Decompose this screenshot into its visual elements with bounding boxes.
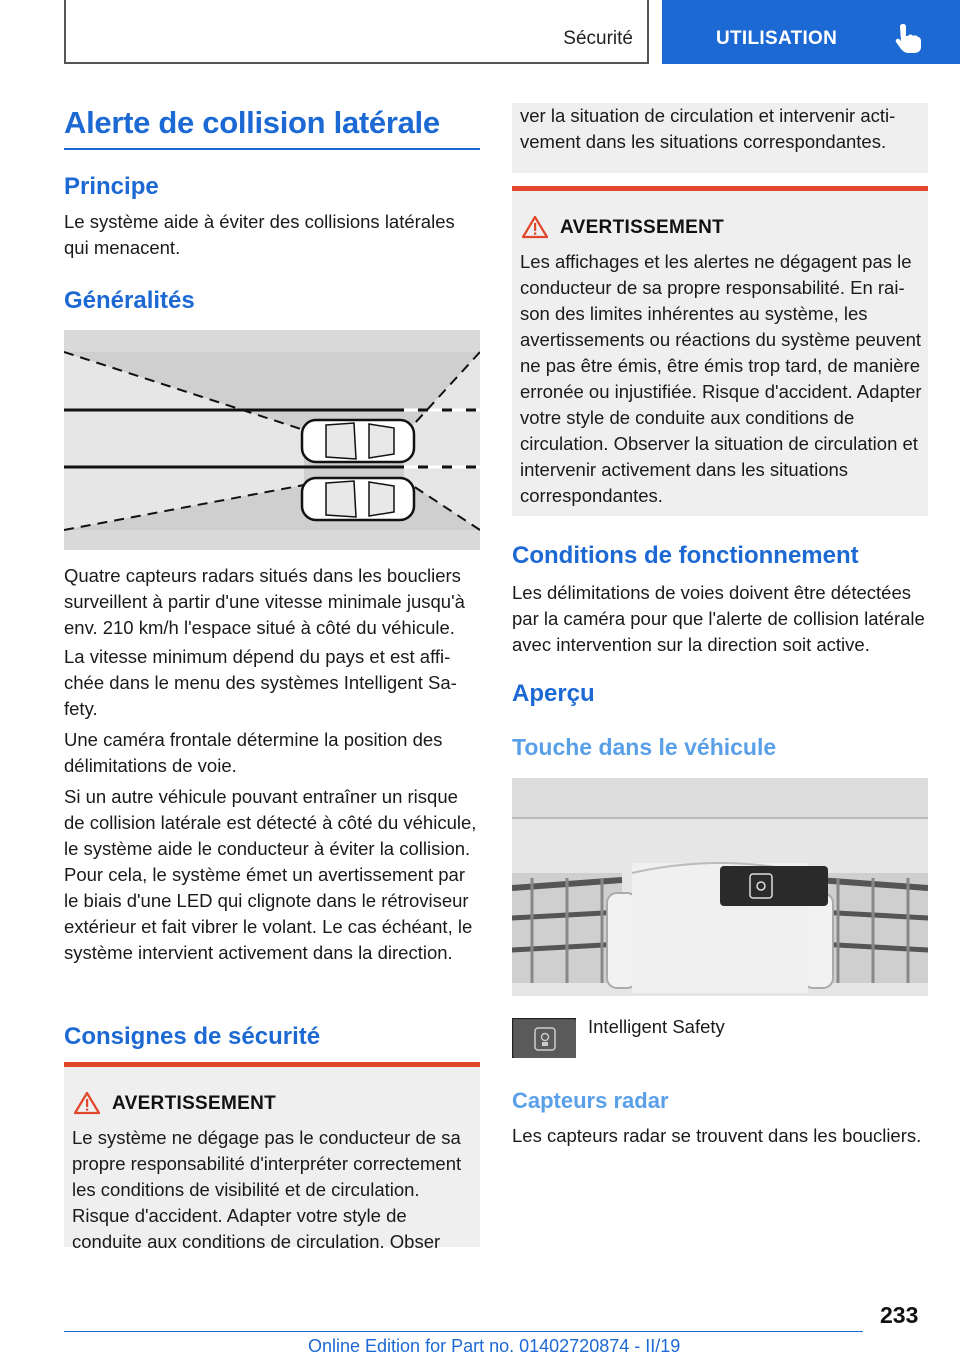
car-bottom-icon <box>302 478 414 520</box>
header-section-tab <box>64 0 649 64</box>
warning-2-text: Les affichages et les alertes ne dégagent pas le conducteur de sa propre responsabilité. En raison des limites inhérentes au système, les avertissements ou réactions du système peuvent ne pas être émis, être émis trop tard, de manière erronée ou injustifiée. Risque d'accident. Adapter votre style de conduite aux conditions de circulation. Observer la situation de circulation et intervenir activement dans les situations correspondantes. <box>520 251 922 506</box>
heading-conditions: Conditions de fonctionnement <box>512 542 859 569</box>
heading-capteurs: Capteurs radar <box>512 1088 669 1113</box>
heading-touche: Touche dans le véhicule <box>512 734 777 760</box>
conditions-text: Les délimitations de voies doivent être détectées par la caméra pour que l'alerte de collision latérale avec intervention sur la direction soit active. <box>512 582 925 655</box>
capteurs-text: Les capteurs radar se trouvent dans les boucliers. <box>512 1125 922 1146</box>
paragraph-intervention: Si un autre véhicule pouvant entraîner un risque de collision latérale est détecté à côté du véhicule, le système aide le conducteur à éviter la collision. Pour cela, le système émet un avertissement par le biais d'une LED qui clignote dans le rétroviseur extérieur et fait vibrer le volant. Le cas échéant, le système intervient activement dans la direction. <box>64 786 477 963</box>
warning-1-text: Le système ne dégage pas le conducteur de sa propre responsabilité d'interpréter correctement les conditions de visibilité et de circulation. Risque d'accident. Adapter votre style de conduite aux conditions de circulation. Obser <box>72 1127 462 1252</box>
footer-rule <box>64 1331 863 1332</box>
warning-triangle-icon <box>74 1091 100 1115</box>
road-diagram <box>64 330 480 550</box>
paragraph-min-speed: La vitesse minimum dépend du pays et est affichée dans le menu des systèmes Intelligent Safety. <box>64 646 457 719</box>
header-section-label: Sécurité <box>563 28 633 49</box>
principe-text: Le système aide à éviter des collisions latérales qui menacent. <box>64 211 455 258</box>
title-rule <box>64 148 480 150</box>
pointing-hand-icon <box>894 22 922 54</box>
heading-apercu: Aperçu <box>512 680 595 707</box>
paragraph-sensors: Quatre capteurs radars situés dans les boucliers surveillent à partir d'une vitesse minimale jusqu'à env. 210 km/h l'espace situé à côté du véhicule. <box>64 565 465 638</box>
intelligent-safety-button-icon <box>512 1018 576 1058</box>
warning-box-2 <box>512 186 928 516</box>
car-shield-icon <box>513 1019 577 1059</box>
warning-1-continued-text: ver la situation de circulation et intervenir activement dans les situations correspondantes. <box>520 105 896 152</box>
car-top-icon <box>302 420 414 462</box>
warning-triangle-icon <box>522 215 548 239</box>
warning-2-title: AVERTISSEMENT <box>560 217 725 238</box>
road-diagram-figure <box>64 330 480 550</box>
heading-principe: Principe <box>64 173 159 200</box>
header-chapter-label: UTILISATION <box>716 28 838 49</box>
warning-1-title: AVERTISSEMENT <box>112 1093 277 1114</box>
page-number: 233 <box>880 1302 919 1328</box>
warning-box-1 <box>64 1062 480 1252</box>
heading-consignes: Consignes de sécurité <box>64 1023 321 1050</box>
paragraph-camera: Une caméra frontale détermine la position des délimitations de voie. <box>64 729 443 776</box>
heading-generalites: Généralités <box>64 287 195 314</box>
console-photo <box>512 778 928 996</box>
footer-edition: Online Edition for Part no. 01402720874 - II/19 <box>308 1336 681 1356</box>
header-chapter-tab <box>662 0 960 64</box>
console-photo-figure <box>512 778 928 996</box>
intelligent-safety-label: Intelligent Safety <box>588 1016 725 1037</box>
page-title: Alerte de collision latérale <box>64 105 440 140</box>
warning-1-continued <box>512 103 928 173</box>
